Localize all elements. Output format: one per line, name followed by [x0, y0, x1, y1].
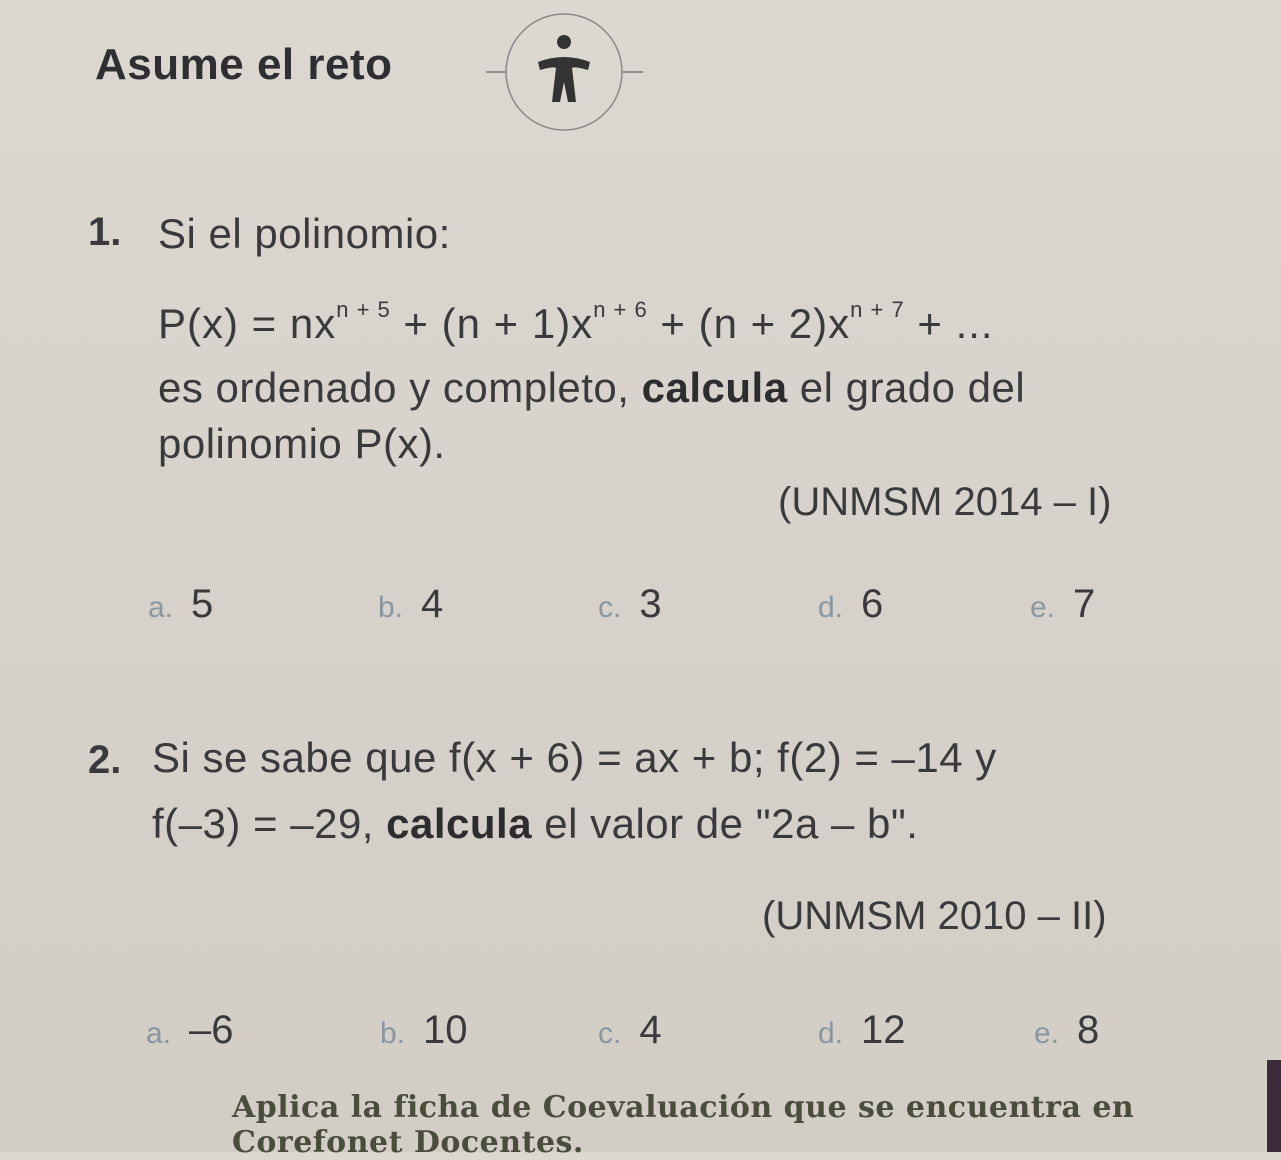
answer-option-c[interactable]: c. 4 — [598, 1008, 662, 1052]
section-header — [95, 40, 392, 90]
option-letter: a. — [146, 1017, 172, 1050]
footer-note: Aplica la ficha de Coevaluación que se encuentra en Corefonet Docentes. — [232, 1090, 1135, 1160]
question-text-line: Si se sabe que f(x + 6) = ax + b; f(2) = –14 y — [152, 734, 997, 781]
option-letter: d. — [818, 1017, 844, 1050]
option-letter: e. — [1034, 1017, 1060, 1050]
answer-option-d[interactable]: d. 6 — [818, 582, 884, 626]
option-letter: c. — [598, 1017, 622, 1050]
answer-option-b[interactable]: b. 10 — [380, 1008, 468, 1052]
answer-option-c[interactable]: c. 3 — [598, 582, 662, 626]
answer-option-a[interactable]: a. –6 — [146, 1008, 234, 1052]
question-number: 1. — [88, 210, 122, 254]
answer-option-b[interactable]: b. 4 — [378, 582, 444, 626]
question-number: 2. — [88, 738, 122, 782]
exam-source: (UNMSM 2014 – I) — [778, 480, 1112, 524]
question-text-line: es ordenado y completo, calcula el grado del — [158, 364, 1026, 411]
answer-option-e[interactable]: e. 8 — [1034, 1008, 1100, 1052]
answer-option-e[interactable]: e. 7 — [1030, 582, 1096, 626]
answer-option-d[interactable]: d. 12 — [818, 1008, 906, 1052]
section-title: Asume el reto — [95, 40, 393, 89]
question-text-line: f(–3) = –29, calcula el valor de "2a – b". — [152, 800, 919, 847]
question-intro: Si el polinomio: — [158, 210, 451, 257]
option-letter: d. — [818, 591, 844, 624]
question-text-line: polinomio P(x). — [158, 420, 446, 467]
option-letter: b. — [378, 591, 404, 624]
option-letter: e. — [1030, 591, 1056, 624]
option-letter: c. — [598, 591, 622, 624]
option-letter: b. — [380, 1017, 406, 1050]
answer-option-a[interactable]: a. 5 — [148, 582, 214, 626]
polynomial-formula: $P(x) = nx^{n + 5} + (n + 1)x^{n + 6} + (n + 2)x^{n + 7}$ + ... — [158, 297, 994, 347]
page-edge-shadow — [1267, 1060, 1281, 1152]
option-letter: a. — [148, 591, 174, 624]
person-with-arms-icon — [478, 12, 648, 132]
exam-source: (UNMSM 2010 – II) — [762, 894, 1107, 938]
